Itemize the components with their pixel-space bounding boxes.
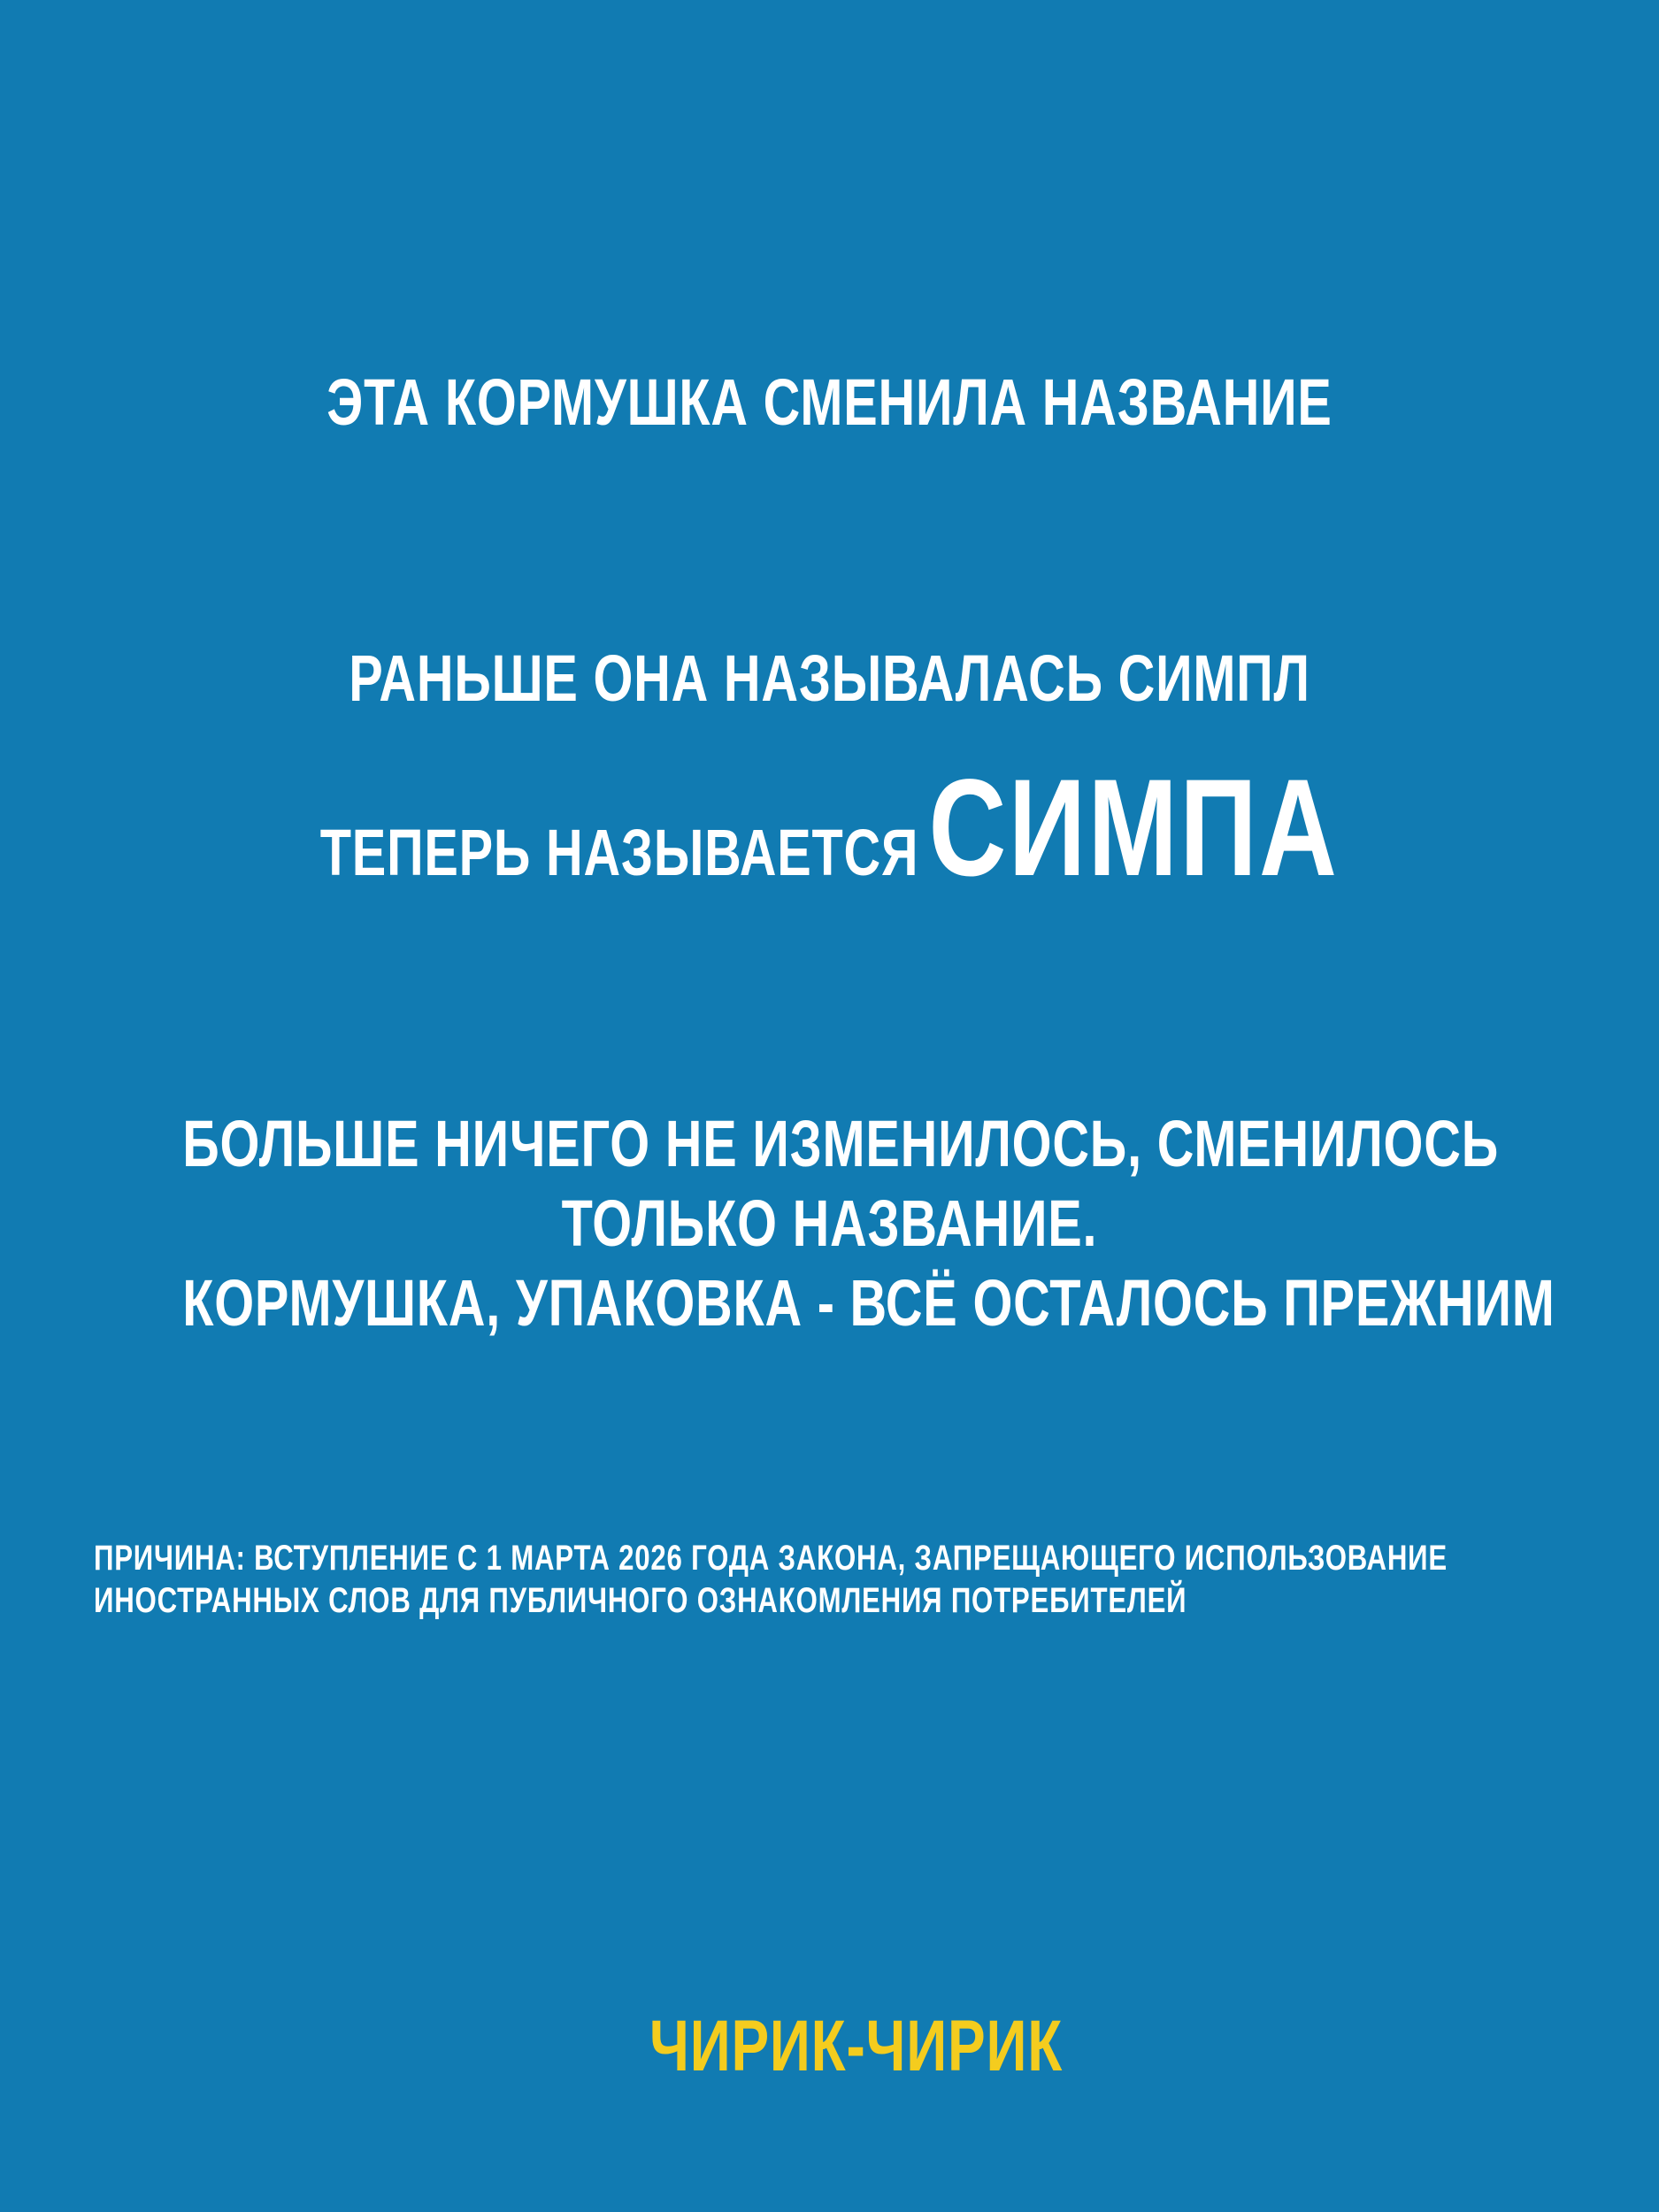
- new-name-prefix: ТЕПЕРЬ НАЗЫВАЕТСЯ: [319, 816, 919, 889]
- new-brand-name: СИМПА: [928, 751, 1340, 905]
- reason-text: [94, 1537, 1448, 1622]
- unchanged-notice-line: ТОЛЬКО НАЗВАНИЕ.: [561, 1187, 1098, 1260]
- signature: ЧИРИК-ЧИРИК: [649, 2006, 1064, 2086]
- old-name-line: РАНЬШЕ ОНА НАЗЫВАЛАСЬ СИМПЛ: [349, 641, 1310, 715]
- new-name-line: [182, 751, 1477, 905]
- unchanged-notice-line: БОЛЬШЕ НИЧЕГО НЕ ИЗМЕНИЛОСЬ, СМЕНИЛОСЬ: [182, 1107, 1499, 1180]
- reason-line: ПРИЧИНА: ВСТУПЛЕНИЕ С 1 МАРТА 2026 ГОДА ЗАКОНА, ЗАПРЕЩАЮЩЕГО ИСПОЛЬЗОВАНИЕ: [94, 1539, 1448, 1578]
- headline: ЭТА КОРМУШКА СМЕНИЛА НАЗВАНИЕ: [326, 365, 1333, 439]
- unchanged-notice: [182, 1104, 1555, 1343]
- unchanged-notice-line: КОРМУШКА, УПАКОВКА - ВСЁ ОСТАЛОСЬ ПРЕЖНИМ: [182, 1266, 1555, 1340]
- reason-line: ИНОСТРАННЫХ СЛОВ ДЛЯ ПУБЛИЧНОГО ОЗНАКОМЛЕНИЯ ПОТРЕБИТЕЛЕЙ: [94, 1581, 1187, 1620]
